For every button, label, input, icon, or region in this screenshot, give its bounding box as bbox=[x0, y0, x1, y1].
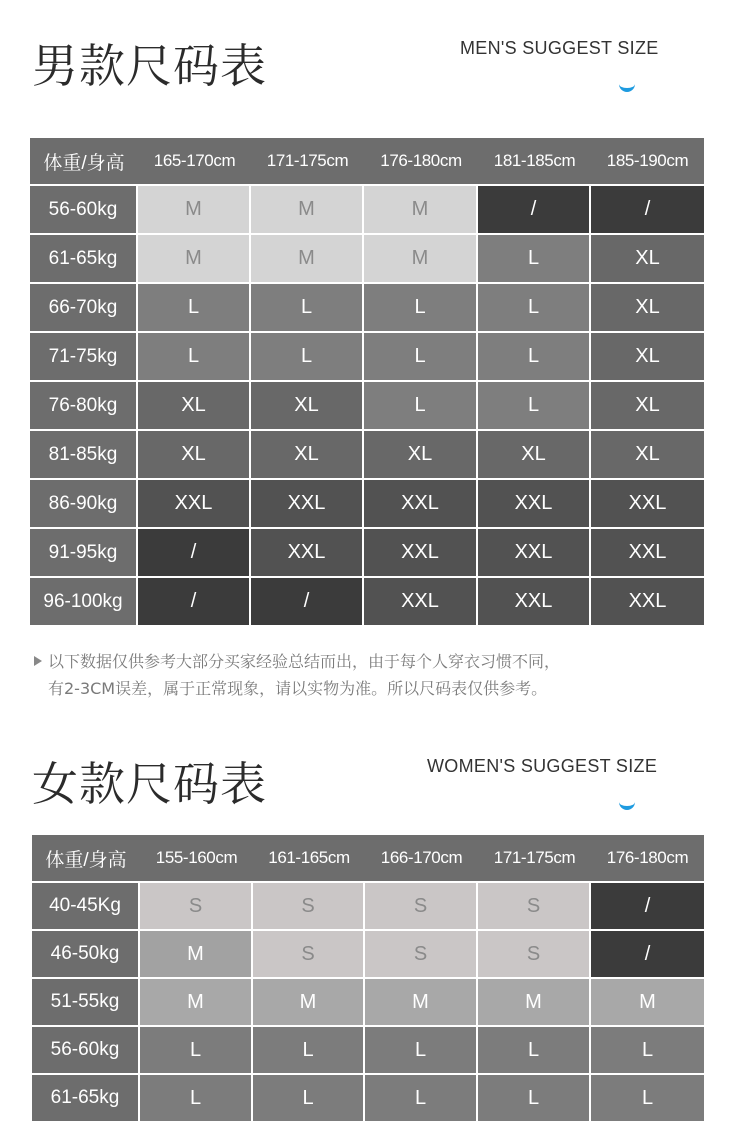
table-row bbox=[32, 883, 704, 931]
row-weight-label: 71-75kg bbox=[30, 333, 138, 382]
header-height-range: 165-170cm bbox=[138, 138, 251, 186]
header-weight-height-label: 体重/身高 bbox=[32, 835, 140, 883]
row-weight-label: 56-60kg bbox=[30, 186, 138, 235]
header-height-range: 185-190cm bbox=[591, 138, 704, 186]
size-cell: XL bbox=[591, 382, 704, 431]
table-row bbox=[30, 480, 704, 529]
row-weight-label: 61-65kg bbox=[32, 1075, 140, 1123]
size-cell: XL bbox=[138, 382, 251, 431]
table-row bbox=[30, 284, 704, 333]
header-height-range: 171-175cm bbox=[251, 138, 364, 186]
size-cell: / bbox=[251, 578, 364, 627]
row-weight-label: 46-50kg bbox=[32, 931, 140, 979]
men-size-table bbox=[30, 138, 704, 627]
size-cell: L bbox=[364, 284, 478, 333]
men-title: 男款尺码表 bbox=[32, 39, 267, 93]
size-cell: S bbox=[253, 883, 365, 931]
row-weight-label: 66-70kg bbox=[30, 284, 138, 333]
table-row bbox=[32, 979, 704, 1027]
table-row bbox=[30, 333, 704, 382]
header-height-range: 171-175cm bbox=[478, 835, 591, 883]
size-cell: L bbox=[478, 333, 591, 382]
size-cell: XL bbox=[591, 235, 704, 284]
size-cell: XXL bbox=[478, 480, 591, 529]
size-cell: L bbox=[140, 1027, 253, 1075]
size-cell: / bbox=[591, 186, 704, 235]
size-cell: M bbox=[478, 979, 591, 1027]
header-height-range: 176-180cm bbox=[591, 835, 704, 883]
size-cell: L bbox=[138, 333, 251, 382]
row-weight-label: 86-90kg bbox=[30, 480, 138, 529]
size-cell: M bbox=[364, 186, 478, 235]
size-cell: L bbox=[478, 235, 591, 284]
size-cell: XXL bbox=[478, 578, 591, 627]
size-cell: M bbox=[138, 235, 251, 284]
size-cell: L bbox=[251, 333, 364, 382]
size-cell: L bbox=[478, 1027, 591, 1075]
women-title: 女款尺码表 bbox=[32, 757, 267, 811]
size-cell: XXL bbox=[364, 529, 478, 578]
header-height-range: 176-180cm bbox=[364, 138, 478, 186]
size-cell: S bbox=[365, 931, 478, 979]
table-row bbox=[30, 529, 704, 578]
header-height-range: 155-160cm bbox=[140, 835, 253, 883]
header-height-range: 166-170cm bbox=[365, 835, 478, 883]
size-cell: XL bbox=[364, 431, 478, 480]
size-cell: L bbox=[140, 1075, 253, 1123]
size-cell: / bbox=[591, 931, 704, 979]
size-cell: M bbox=[591, 979, 704, 1027]
note-line-2: 有2-3CM误差，属于正常现象，请以实物为准。所以尺码表仅供参考。 bbox=[48, 679, 548, 698]
size-cell: M bbox=[253, 979, 365, 1027]
size-cell: L bbox=[364, 382, 478, 431]
accent-mark-icon bbox=[619, 798, 635, 810]
size-cell: XXL bbox=[478, 529, 591, 578]
row-weight-label: 40-45Kg bbox=[32, 883, 140, 931]
women-subtitle: WOMEN'S SUGGEST SIZE bbox=[427, 756, 658, 776]
table-row bbox=[30, 578, 704, 627]
size-cell: L bbox=[253, 1075, 365, 1123]
size-cell: / bbox=[138, 529, 251, 578]
size-cell: XL bbox=[591, 333, 704, 382]
triangle-bullet-icon bbox=[34, 656, 42, 666]
size-cell: L bbox=[591, 1027, 704, 1075]
header-weight-height-label: 体重/身高 bbox=[30, 138, 138, 186]
row-weight-label: 96-100kg bbox=[30, 578, 138, 627]
size-cell: L bbox=[365, 1075, 478, 1123]
size-cell: M bbox=[140, 979, 253, 1027]
size-cell: XXL bbox=[364, 578, 478, 627]
size-cell: XXL bbox=[251, 529, 364, 578]
women-size-table bbox=[32, 835, 704, 1123]
men-header-row bbox=[30, 138, 704, 186]
size-cell: XL bbox=[591, 431, 704, 480]
table-row bbox=[30, 186, 704, 235]
size-cell: XL bbox=[591, 284, 704, 333]
size-cell: XXL bbox=[138, 480, 251, 529]
size-cell: XL bbox=[478, 431, 591, 480]
size-cell: M bbox=[251, 235, 364, 284]
disclaimer-note bbox=[34, 648, 560, 702]
row-weight-label: 51-55kg bbox=[32, 979, 140, 1027]
row-weight-label: 76-80kg bbox=[30, 382, 138, 431]
table-row bbox=[32, 1027, 704, 1075]
header-height-range: 161-165cm bbox=[253, 835, 365, 883]
size-cell: L bbox=[478, 382, 591, 431]
row-weight-label: 81-85kg bbox=[30, 431, 138, 480]
size-cell: M bbox=[138, 186, 251, 235]
size-cell: L bbox=[591, 1075, 704, 1123]
size-cell: L bbox=[364, 333, 478, 382]
size-cell: S bbox=[140, 883, 253, 931]
size-cell: XL bbox=[251, 382, 364, 431]
size-cell: L bbox=[138, 284, 251, 333]
table-row bbox=[30, 235, 704, 284]
size-cell: M bbox=[365, 979, 478, 1027]
size-cell: S bbox=[253, 931, 365, 979]
row-weight-label: 91-95kg bbox=[30, 529, 138, 578]
size-cell: / bbox=[591, 883, 704, 931]
size-cell: L bbox=[365, 1027, 478, 1075]
size-cell: M bbox=[364, 235, 478, 284]
size-cell: XXL bbox=[591, 529, 704, 578]
size-cell: L bbox=[251, 284, 364, 333]
size-cell: / bbox=[478, 186, 591, 235]
table-row bbox=[30, 382, 704, 431]
size-cell: XXL bbox=[591, 578, 704, 627]
size-cell: S bbox=[365, 883, 478, 931]
size-cell: L bbox=[478, 284, 591, 333]
size-cell: XL bbox=[138, 431, 251, 480]
row-weight-label: 61-65kg bbox=[30, 235, 138, 284]
size-cell: XXL bbox=[251, 480, 364, 529]
table-row bbox=[32, 931, 704, 979]
women-header-row bbox=[32, 835, 704, 883]
size-cell: L bbox=[478, 1075, 591, 1123]
row-weight-label: 56-60kg bbox=[32, 1027, 140, 1075]
accent-mark-icon bbox=[619, 80, 635, 92]
table-row bbox=[32, 1075, 704, 1123]
size-cell: XXL bbox=[364, 480, 478, 529]
size-cell: XXL bbox=[591, 480, 704, 529]
size-cell: M bbox=[251, 186, 364, 235]
note-line-1: 以下数据仅供参考大部分买家经验总结而出，由于每个人穿衣习惯不同， bbox=[48, 652, 561, 671]
header-height-range: 181-185cm bbox=[478, 138, 591, 186]
size-cell: L bbox=[253, 1027, 365, 1075]
men-subtitle: MEN'S SUGGEST SIZE bbox=[460, 38, 659, 58]
table-row bbox=[30, 431, 704, 480]
size-cell: S bbox=[478, 883, 591, 931]
size-cell: S bbox=[478, 931, 591, 979]
size-cell: XL bbox=[251, 431, 364, 480]
size-cell: / bbox=[138, 578, 251, 627]
size-cell: M bbox=[140, 931, 253, 979]
